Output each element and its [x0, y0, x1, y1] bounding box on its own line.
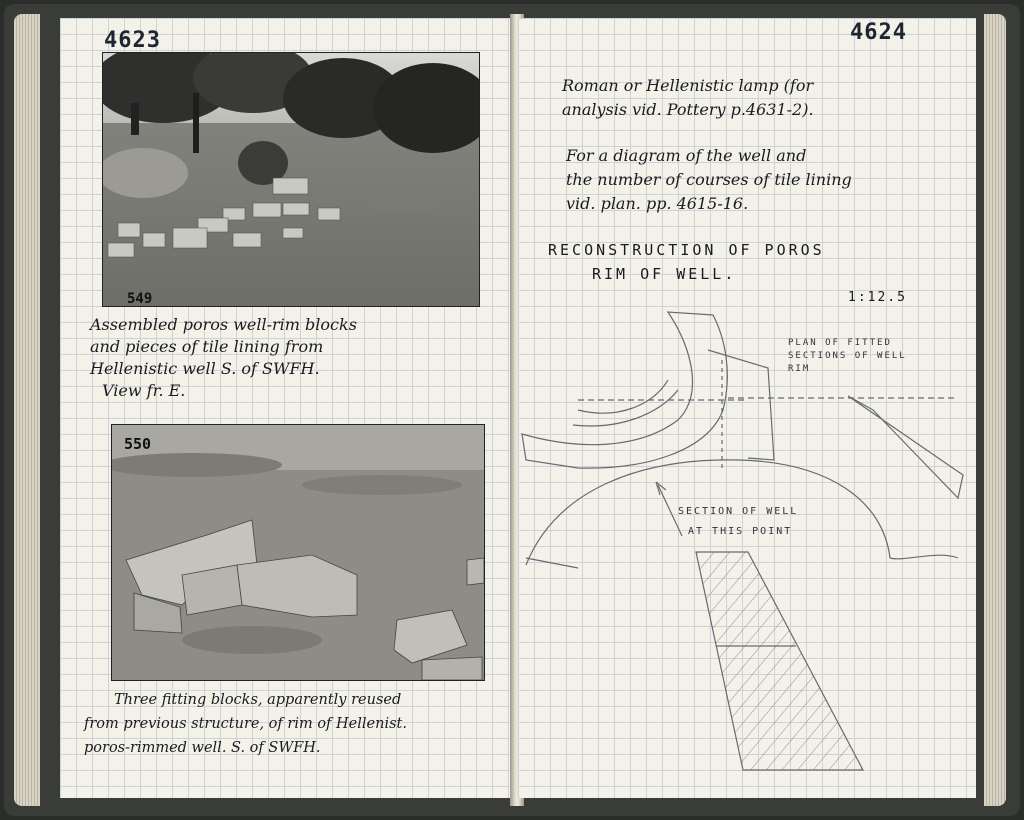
note-lamp	[562, 74, 814, 122]
photo-550	[111, 424, 485, 681]
plan-label-line-2: SECTIONS OF WELL	[788, 351, 907, 361]
caption-549-line-4: View fr. E.	[102, 381, 186, 400]
photo-549-caption	[90, 314, 357, 402]
note-diagram-line-2: the number of courses of tile lining	[566, 170, 852, 189]
caption-549-line-3: Hellenistic well S. of SWFH.	[90, 359, 320, 378]
note-lamp-line-2: analysis vid. Pottery p.4631-2).	[562, 100, 814, 119]
note-diagram	[566, 144, 852, 216]
note-diagram-line-1: For a diagram of the well and	[566, 146, 807, 165]
photo-550-number: 550	[124, 435, 152, 453]
photo-550-caption	[84, 688, 407, 760]
heading-line-2: RIM OF WELL.	[592, 265, 737, 283]
note-lamp-line-1: Roman or Hellenistic lamp (for	[562, 76, 814, 95]
right-page-edges	[984, 14, 1006, 806]
right-page-number: 4624	[850, 20, 907, 45]
drawing-scale: 1:12.5	[848, 290, 907, 305]
photo-549-image	[103, 53, 479, 306]
photo-549-number: 549	[127, 291, 153, 306]
caption-550-line-2: from previous structure, of rim of Hellenist.	[84, 716, 407, 732]
heading-line-1: RECONSTRUCTION OF POROS	[548, 241, 825, 259]
well-rim-reconstruction-sketch	[518, 300, 968, 780]
section-label-line-2: AT THIS POINT	[688, 526, 793, 537]
caption-549-line-1: Assembled poros well-rim blocks	[90, 315, 357, 334]
left-page-number: 4623	[104, 28, 161, 53]
note-diagram-line-3: vid. plan. pp. 4615-16.	[566, 194, 749, 213]
photo-550-image	[112, 425, 484, 680]
plan-label-line-1: PLAN OF FITTED	[788, 338, 892, 348]
section-label-line-1: SECTION OF WELL	[678, 506, 799, 517]
plan-label-line-3: RIM	[788, 364, 811, 374]
reconstruction-heading	[548, 238, 825, 286]
caption-549-line-2: and pieces of tile lining from	[90, 337, 324, 356]
caption-550-line-1: Three fitting blocks, apparently reused	[114, 692, 402, 708]
left-page-edges	[14, 14, 40, 806]
caption-550-line-3: poros-rimmed well. S. of SWFH.	[84, 740, 321, 756]
photo-549	[102, 52, 480, 307]
